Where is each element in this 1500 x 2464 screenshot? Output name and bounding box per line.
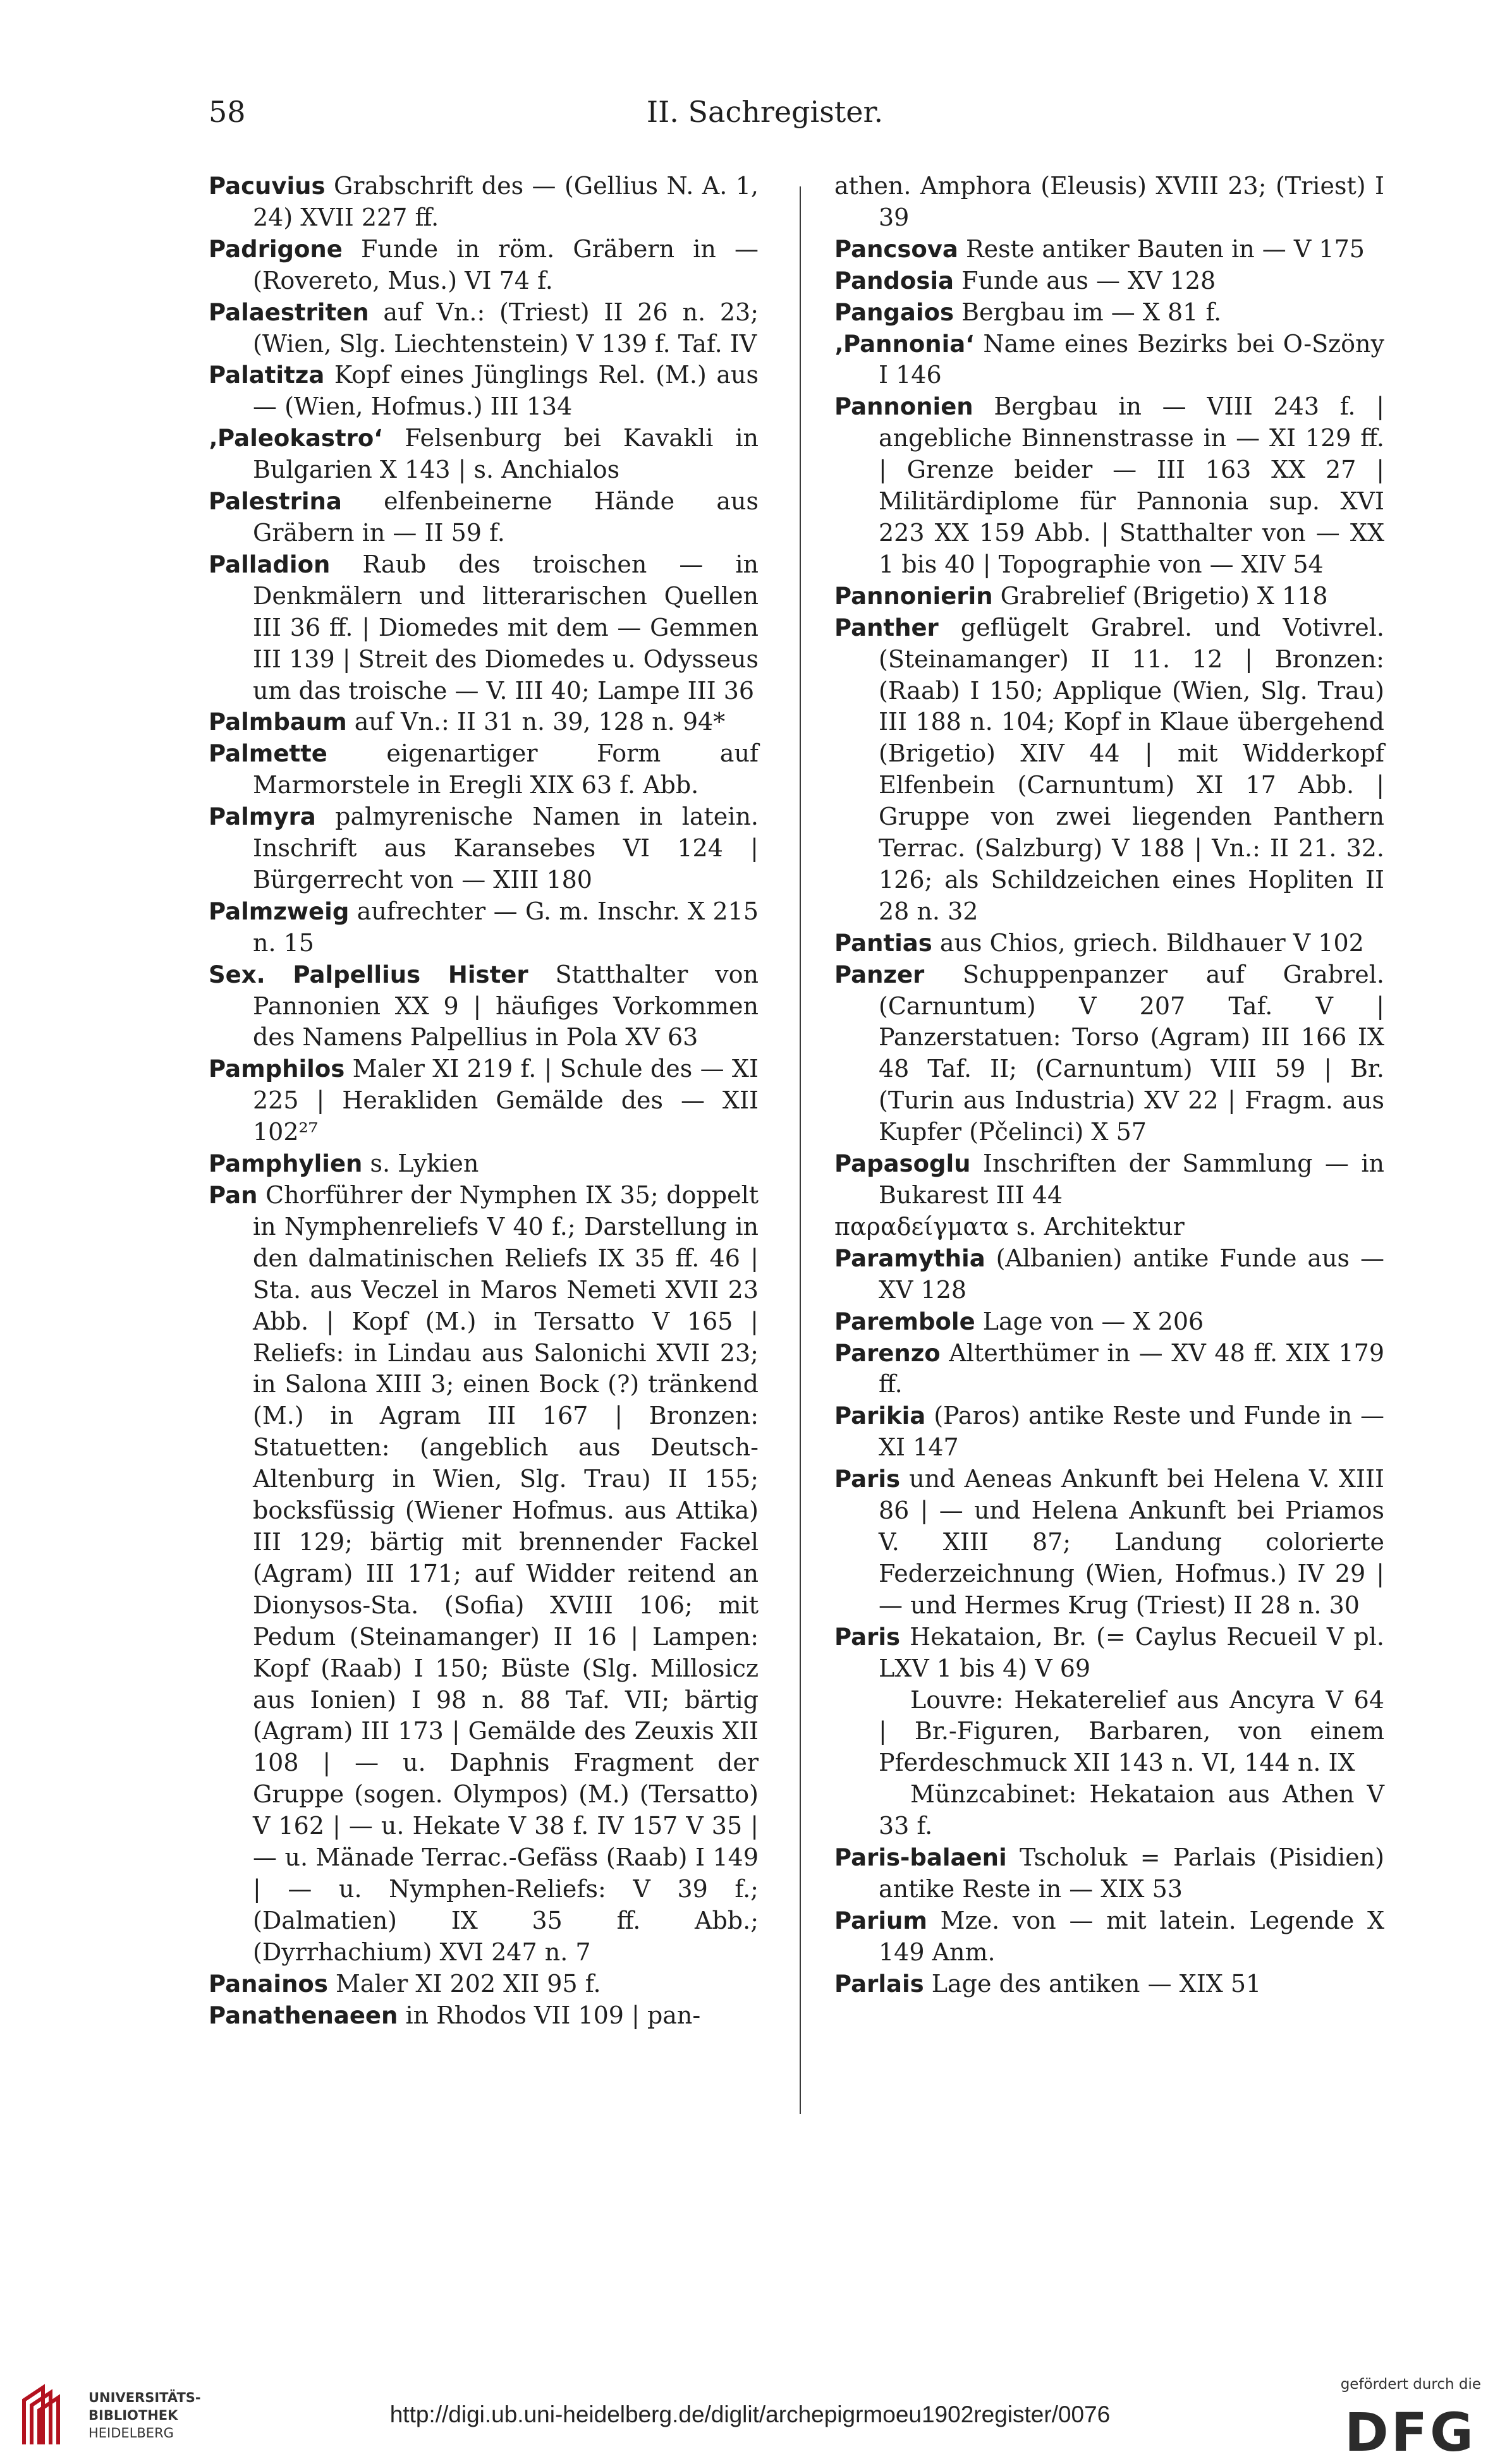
index-entry bbox=[834, 1211, 1384, 1243]
entry-headword: Paris bbox=[834, 1466, 901, 1493]
index-entry bbox=[209, 801, 759, 896]
index-entry bbox=[209, 896, 759, 959]
library-name-line1: UNIVERSITÄTS- bbox=[88, 2390, 201, 2405]
right-column bbox=[834, 171, 1384, 2000]
entry-headword: Parium bbox=[834, 1907, 927, 1934]
entry-text: Funde aus — XV 128 bbox=[954, 266, 1216, 294]
entry-headword: Parembole bbox=[834, 1308, 975, 1335]
entry-text: Felsenburg bei Kavakli in Bulgarien X 143 | s. Anchialos bbox=[253, 424, 759, 484]
entry-text: Grabrelief (Brigetio) X 118 bbox=[992, 581, 1328, 610]
index-entry bbox=[209, 1180, 759, 1969]
entry-headword: Panainos bbox=[209, 1970, 328, 1998]
index-entry bbox=[834, 1243, 1384, 1306]
entry-text: Inschriften der Sammlung — in Bukarest III 44 bbox=[879, 1150, 1384, 1209]
funder-caption: gefördert durch die bbox=[1340, 2376, 1481, 2393]
entry-text: Lage des antiken — XIX 51 bbox=[924, 1969, 1262, 1998]
index-entry bbox=[834, 959, 1384, 1148]
index-entry bbox=[834, 1905, 1384, 1969]
index-entry bbox=[209, 1969, 759, 2000]
entry-headword: Pannonien bbox=[834, 393, 973, 421]
column-divider bbox=[800, 186, 801, 2114]
index-entry bbox=[209, 234, 759, 297]
entry-text: Kopf eines Jünglings Rel. (M.) aus — (Wien, Hofmus.) III 134 bbox=[253, 361, 759, 421]
entry-text: Maler XI 219 f. | Schule des — XI 225 | Herakliden Gemälde des — XII 102²⁷ bbox=[253, 1055, 759, 1146]
index-entry bbox=[209, 171, 759, 234]
entry-headword: Paris-balaeni bbox=[834, 1844, 1007, 1872]
index-entry bbox=[834, 1685, 1384, 1780]
index-columns bbox=[209, 171, 1384, 2142]
index-entry bbox=[209, 1053, 759, 1148]
entry-text: Lage von — X 206 bbox=[975, 1307, 1204, 1335]
dfg-logo[interactable] bbox=[1291, 2376, 1481, 2461]
index-entry bbox=[834, 612, 1384, 928]
entry-text: Name eines Bezirks bei O-Szöny I 146 bbox=[879, 329, 1384, 389]
entry-headword: Palmette bbox=[209, 740, 327, 768]
index-entry bbox=[209, 707, 759, 738]
entry-text: Hekataion, Br. (= Caylus Recueil V pl. LXV 1 bis 4) V 69 bbox=[879, 1622, 1384, 1682]
entry-headword: Paramythia bbox=[834, 1244, 985, 1272]
entry-text: Raub des troischen — in Denkmälern und litterarischen Quellen III 36 ff. | Diomedes mit dem — Gemmen III 139 | Streit des Diomedes u. Odysseus um das troische — V. III 40; Lampe III 36 bbox=[253, 550, 759, 705]
index-entry bbox=[834, 171, 1384, 234]
index-entry bbox=[209, 738, 759, 801]
index-entry bbox=[834, 581, 1384, 612]
entry-headword: ‚Pannonia‘ bbox=[834, 330, 975, 358]
index-entry bbox=[209, 360, 759, 423]
entry-headword: Palmzweig bbox=[209, 897, 350, 925]
footer bbox=[0, 2338, 1500, 2464]
entry-text: athen. Amphora (Eleusis) XVIII 23; (Triest) I 39 bbox=[834, 172, 1384, 231]
dfg-logo-text: DFG bbox=[1344, 2403, 1476, 2457]
entry-headword: Panzer bbox=[834, 961, 925, 988]
index-entry bbox=[834, 265, 1384, 297]
entry-headword: Pannonierin bbox=[834, 582, 993, 610]
entry-headword: Pacuvius bbox=[209, 173, 326, 200]
entry-headword: Paris bbox=[834, 1623, 901, 1651]
entry-text: palmyrenische Namen in latein. Inschrift aus Karansebes VI 124 | Bürgerrecht von — XIII 180 bbox=[253, 803, 759, 894]
entry-text: παραδείγματα s. Architektur bbox=[834, 1212, 1185, 1241]
entry-headword: Pancsova bbox=[834, 235, 958, 263]
entry-headword: ‚Paleokastro‘ bbox=[209, 425, 383, 452]
index-entry bbox=[209, 549, 759, 707]
entry-text: Mze. von — mit latein. Legende X 149 Anm. bbox=[879, 1906, 1384, 1966]
entry-text: auf Vn.: (Triest) II 26 n. 23; (Wien, Slg. Liechtenstein) V 139 f. Taf. IV bbox=[253, 298, 759, 358]
entry-headword: Pandosia bbox=[834, 267, 954, 294]
entry-headword: Palmbaum bbox=[209, 708, 347, 736]
entry-headword: Panathenaeen bbox=[209, 2001, 398, 2029]
index-entry bbox=[209, 486, 759, 549]
entry-text: eigenartiger Form auf Marmorstele in Eregli XIX 63 f. Abb. bbox=[253, 739, 759, 799]
entry-text: Alterthümer in — XV 48 ff. XIX 179 ff. bbox=[879, 1338, 1384, 1399]
index-entry bbox=[834, 1400, 1384, 1464]
entry-headword: Parikia bbox=[834, 1402, 926, 1430]
page-header bbox=[209, 95, 1321, 139]
index-entry bbox=[834, 1464, 1384, 1622]
entry-text: s. Lykien bbox=[362, 1150, 479, 1178]
entry-text: Bergbau in — VIII 243 f. | angebliche Binnenstrasse in — XI 129 ff. | Grenze beider — III 163 XX 27 | Militärdiplome für Pannonia sup. XVI 223 XX 159 Abb. | Statthalter von — XX 1 bis 40 | Topographie von — XIV 54 bbox=[879, 392, 1384, 578]
index-entry bbox=[834, 1148, 1384, 1211]
entry-text: elfenbeinerne Hände aus Gräbern in — II 59 f. bbox=[253, 487, 759, 547]
entry-text: Maler XI 202 XII 95 f. bbox=[327, 1969, 601, 1998]
page-number: 58 bbox=[209, 95, 246, 129]
entry-text: Chorführer der Nymphen IX 35; doppelt in Nymphenreliefs V 40 f.; Darstellung in den dalmatinischen Reliefs IX 35 ff. 46 | Sta. aus Veczel in Maros Nemeti XVII 23 Abb. | Kopf (M.) in Tersatto V 165 | Reliefs: in Lindau aus Salonichi XVII 23; in Salona XIII 3; einen Bock (?) tränkend (M.) in Agram III 167 | Bronzen: Statuetten: (angeblich aus Deutsch-Altenburg in Wien, Slg. Trau) II 155; bocksfüssig (Wiener Hofmus. aus Attika) III 129; bärtig mit brennender Fackel (Agram) III 171; auf Widder reitend an Dionysos-Sta. (Sofia) XVIII 106; mit Pedum (Steinamanger) II 16 | Lampen: Kopf (Raab) I 150; Büste (Slg. Millosicz aus Ionien) I 98 n. 88 Taf. VII; bärtig (Agram) III 173 | Gemälde des Zeuxis XII 108 | — u. Daphnis Fragment der Gruppe (sogen. Olympos) (M.) (Tersatto) V 162 | — u. Hekate V 38 f. IV 157 V 35 | — u. Mänade Terrac.-Gefäss (Raab) I 149 | — u. Nymphen-Reliefs: V 39 f.; (Dalmatien) IX 35 ff. Abb.; (Dyrrhachium) XVI 247 n. 7 bbox=[253, 1181, 759, 1966]
entry-text: aus Chios, griech. Bildhauer V 102 bbox=[932, 928, 1364, 957]
entry-headword: Padrigone bbox=[209, 235, 343, 263]
index-entry bbox=[834, 1842, 1384, 1905]
entry-text: und Aeneas Ankunft bei Helena V. XIII 86 | — und Helena Ankunft bei Priamos V. XIII 87; Landung colorierte Federzeichnung (Wien, Hofmus.) IV 29 | — und Hermes Krug (Triest) II 28 n. 30 bbox=[879, 1465, 1384, 1619]
index-entry bbox=[209, 297, 759, 360]
entry-text: Schuppenpanzer auf Grabrel. (Carnuntum) V 207 Taf. V | Panzerstatuen: Torso (Agram) III 166 IX 48 Taf. II; (Carnuntum) VIII 59 | Br. (Turin aus Industria) XV 22 | Fragm. aus Kupfer (Pčelinci) X 57 bbox=[879, 960, 1384, 1146]
index-entry bbox=[209, 423, 759, 486]
entry-text: (Albanien) antike Funde aus — XV 128 bbox=[879, 1244, 1384, 1304]
entry-headword: Pamphylien bbox=[209, 1150, 363, 1178]
entry-text: aufrechter — G. m. Inschr. X 215 n. 15 bbox=[253, 897, 759, 957]
entry-text: Reste antiker Bauten in — V 175 bbox=[958, 234, 1365, 263]
index-entry bbox=[834, 1969, 1384, 2000]
source-url-link[interactable]: http://digi.ub.uni-heidelberg.de/diglit/archepigrmoeu1902register/0076 bbox=[389, 2401, 1111, 2427]
dfg-logo-icon bbox=[1329, 2403, 1481, 2457]
index-entry bbox=[834, 1338, 1384, 1401]
entry-headword: Papasoglu bbox=[834, 1150, 971, 1178]
entry-headword: Parenzo bbox=[834, 1339, 941, 1367]
index-entry bbox=[834, 1306, 1384, 1338]
running-title: II. Sachregister. bbox=[646, 95, 884, 129]
entry-headword: Pan bbox=[209, 1182, 258, 1209]
entry-text: Münzcabinet: Hekataion aus Athen V 33 f. bbox=[879, 1780, 1384, 1840]
index-entry bbox=[834, 1779, 1384, 1842]
entry-text: in Rhodos VII 109 | pan- bbox=[398, 2001, 701, 2029]
index-entry bbox=[834, 234, 1384, 265]
entry-headword: Palaestriten bbox=[209, 298, 369, 326]
index-entry bbox=[834, 1622, 1384, 1685]
entry-text: Grabschrift des — (Gellius N. A. 1, 24) XVII 227 ff. bbox=[253, 172, 759, 231]
entry-text: (Paros) antike Reste und Funde in — XI 147 bbox=[879, 1402, 1384, 1462]
index-entry bbox=[834, 329, 1384, 392]
library-name-line2: BIBLIOTHEK bbox=[88, 2408, 178, 2423]
index-entry bbox=[209, 2000, 759, 2032]
index-entry bbox=[209, 959, 759, 1054]
left-column bbox=[209, 171, 759, 2031]
index-entry bbox=[834, 297, 1384, 329]
entry-headword: Pantias bbox=[834, 929, 932, 957]
index-entry bbox=[834, 928, 1384, 959]
entry-text: Bergbau im — X 81 f. bbox=[954, 298, 1222, 326]
entry-text: Louvre: Hekaterelief aus Ancyra V 64 | Br.-Figuren, Barbaren, von einem Pferdeschmuck XII 143 n. VI, 144 n. IX bbox=[879, 1685, 1384, 1777]
entry-text: geflügelt Grabrel. und Votivrel. (Steinamanger) II 11. 12 | Bronzen: (Raab) I 150; Applique (Wien, Slg. Trau) III 188 n. 104; Kopf in Klaue übergehend (Brigetio) XIV 44 | mit Widderkopf Elfenbein (Carnuntum) XI 17 Abb. | Gruppe von zwei liegenden Panthern Terrac. (Salzburg) V 188 | Vn.: II 21. 32. 126; als Schildzeichen eines Hopliten II 28 n. 32 bbox=[879, 613, 1384, 925]
index-entry bbox=[834, 391, 1384, 580]
entry-headword: Palatitza bbox=[209, 361, 325, 389]
entry-headword: Palmyra bbox=[209, 803, 316, 831]
library-name-line3: HEIDELBERG bbox=[88, 2425, 174, 2441]
entry-headword: Sex. Palpellius Hister bbox=[209, 961, 528, 988]
entry-headword: Palestrina bbox=[209, 488, 342, 516]
entry-headword: Pamphilos bbox=[209, 1055, 345, 1083]
entry-text: Funde in röm. Gräbern in — (Rovereto, Mus.) VI 74 f. bbox=[253, 234, 759, 294]
entry-text: Tscholuk = Parlais (Pisidien) antike Reste in — XIX 53 bbox=[879, 1843, 1384, 1903]
entry-headword: Parlais bbox=[834, 1970, 924, 1998]
entry-headword: Palladion bbox=[209, 550, 331, 578]
entry-headword: Pangaios bbox=[834, 298, 954, 326]
entry-text: Statthalter von Pannonien XX 9 | häufiges Vorkommen des Namens Palpellius in Pola XV 63 bbox=[253, 960, 759, 1052]
entry-text: auf Vn.: II 31 n. 39, 128 n. 94* bbox=[346, 708, 726, 736]
index-entry bbox=[209, 1148, 759, 1180]
entry-headword: Panther bbox=[834, 614, 939, 641]
